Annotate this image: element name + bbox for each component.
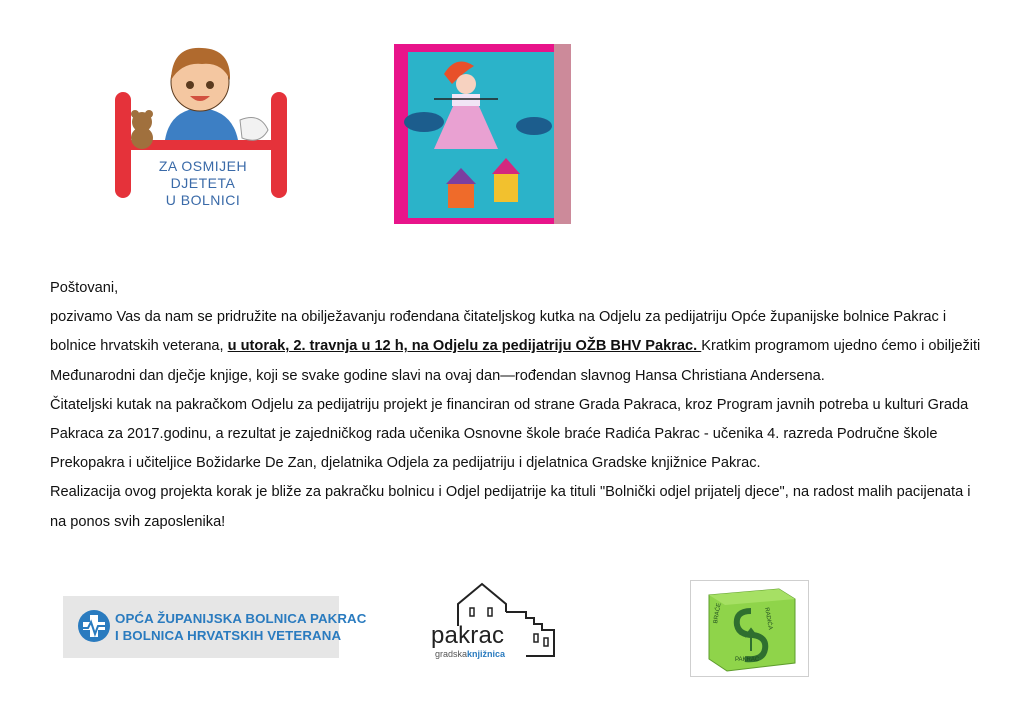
event-date-location: u utorak, 2. travnja u 12 h, na Odjelu za pedijatriju OŽB BHV Pakrac. <box>227 338 702 355</box>
library-subtitle-b: knjižnica <box>467 649 506 659</box>
school-right-label: RADIĆA <box>763 607 773 631</box>
za-osmijeh-logo <box>110 40 295 208</box>
invitation-letter <box>50 274 985 537</box>
library-subtitle <box>435 649 505 659</box>
school-logo <box>690 580 809 677</box>
mural-image <box>394 44 571 224</box>
paragraph-project: Čitateljski kutak na pakračkom Odjelu za pedijatriju projekt je financiran od strane Grada Pakraca, kroz Program javnih potreba u kulturi Grada Pakraca za 2017.godinu, a rezultat je zajedničkog rada učenika Osnovne škole braće Radića Pakrac - učenika 4. razreda Područne škole Prekopakra i učiteljice Božidarke De Zan, djelatnika Odjela za pedijatriju i djelatnica Gradske knjižnice Pakrac. <box>50 396 969 472</box>
invitation-text-b: Kratkim programom ujedno ćemo i obilježiti Međunarodni dan dječje knjige, koji se svake godine slavi na ovaj dan—rođendan slavnog Hansa Christiana Andersena. <box>50 338 981 384</box>
hospital-name-line2: I BOLNICA HRVATSKIH VETERANA <box>115 628 342 643</box>
hospital-name-line1: OPĆA ŽUPANIJSKA BOLNICA PAKRAC <box>115 611 367 626</box>
logo-tagline-line2: U BOLNICI <box>165 192 241 208</box>
hospital-logo <box>63 596 367 658</box>
paragraph-invitation <box>50 303 985 391</box>
library-logo <box>430 578 558 664</box>
library-subtitle-a: gradska <box>435 649 468 659</box>
school-bottom-label: PAKRAC <box>735 657 760 663</box>
invitation-text-a: pozivamo Vas da nam se pridružite na obilježavanju rođendana čitateljskog kutka na Odjelu za pedijatriju Opće županijske bolnice Pakrac i bolnice hrvatskih veterana, <box>50 309 947 355</box>
mural-photo <box>394 44 571 224</box>
logo-tagline-line1: ZA OSMIJEH DJETETA <box>158 158 248 191</box>
salutation: Poštovani, <box>50 280 119 296</box>
paragraph-goal: Realizacija ovog projekta korak je bliže za pakračku bolnicu i Odjel pedijatrije ka tituli "Bolnički odjel prijatelj djece", na radost malih pacijenata i na ponos svih zaposlenika! <box>50 484 971 530</box>
library-wordmark: pakrac <box>431 622 505 649</box>
school-left-label: BRAĆE <box>713 602 723 625</box>
hospital-cross-icon <box>77 609 111 643</box>
